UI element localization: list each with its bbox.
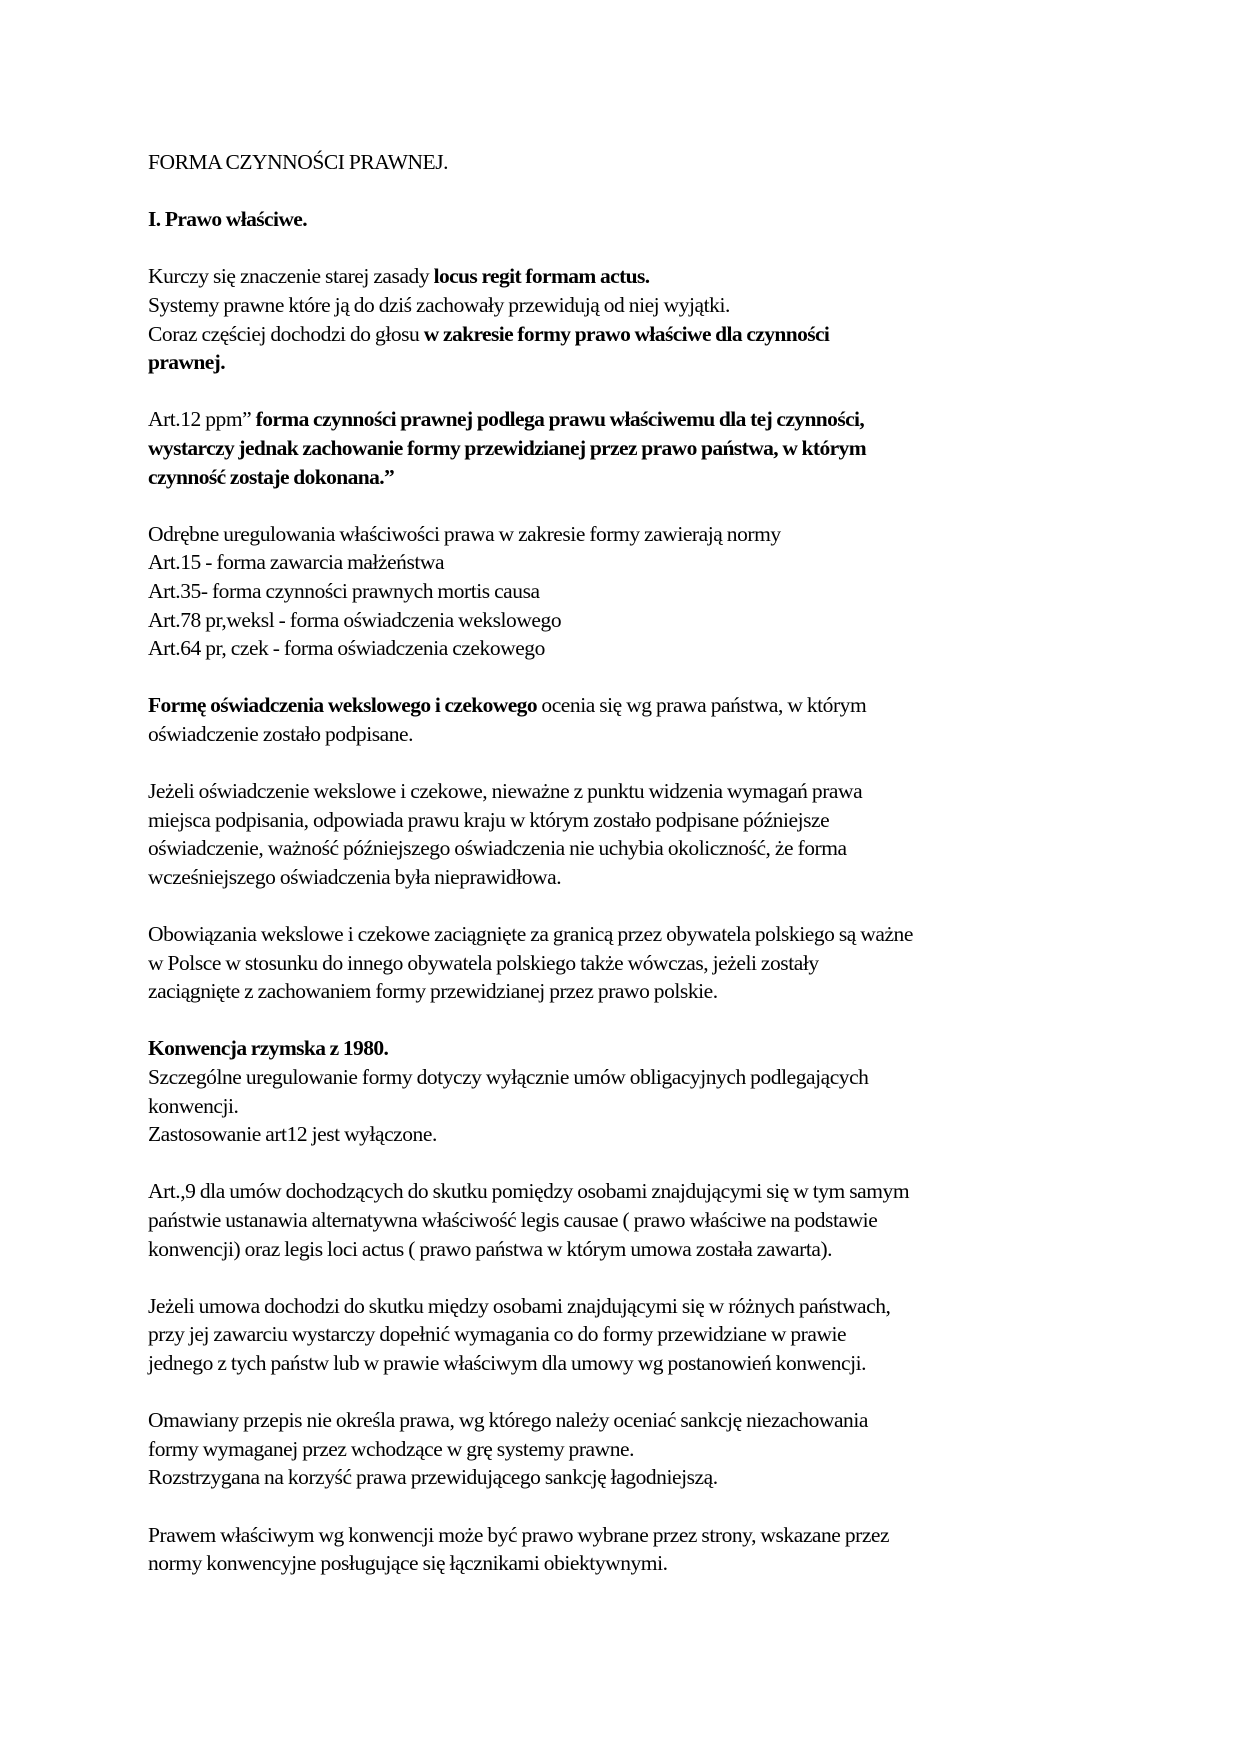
- section-heading: I. Prawo właściwe.: [148, 207, 307, 232]
- paragraph-line: Szczególne uregulowanie formy dotyczy wyłącznie umów obligacyjnych podlegających: [148, 1065, 869, 1089]
- text-bold: locus regit formam actus.: [433, 264, 650, 289]
- paragraph-different-states: [148, 1292, 1098, 1378]
- paragraph-line: wystarczy jednak zachowanie formy przewidzianej przez prawo państwa, w którym: [148, 435, 867, 460]
- spacer: [148, 1149, 1098, 1178]
- paragraph-line: w Polsce w stosunku do innego obywatela polskiego także wówczas, jeżeli zostały: [148, 950, 819, 975]
- spacer: [148, 1492, 1098, 1521]
- paragraph-line: [148, 405, 1098, 434]
- spacer: [148, 663, 1098, 692]
- spacer: [148, 1263, 1098, 1292]
- paragraph-line: Jeżeli umowa dochodzi do skutku między osobami znajdującymi się w różnych państwach,: [148, 1293, 891, 1318]
- spacer: [148, 177, 1098, 206]
- paragraph-line: Omawiany przepis nie określa prawa, wg którego należy oceniać sankcję niezachowania: [148, 1408, 868, 1433]
- list-item: Art.15 - forma zawarcia małżeństwa: [148, 550, 445, 575]
- paragraph-line: zaciągnięte z zachowaniem formy przewidzianej przez prawo polskie.: [148, 979, 718, 1004]
- paragraph-applicable-law: [148, 1521, 1098, 1578]
- document-page: [148, 148, 1098, 1578]
- document-title: FORMA CZYNNOŚCI PRAWNEJ.: [148, 150, 449, 174]
- list-item: Art.64 pr, czek - forma oświadczenia czekowego: [148, 636, 545, 661]
- text-normal: ocenia się wg prawa państwa, w którym: [536, 693, 867, 718]
- spacer: [148, 377, 1098, 406]
- paragraph-line: prawnej.: [148, 350, 226, 375]
- paragraph-line: konwencji.: [148, 1093, 239, 1118]
- text-bold: forma czynności prawnej podlega prawu właściwemu dla tej czynności,: [255, 407, 865, 432]
- paragraph-invalid-declaration: [148, 777, 1098, 891]
- spacer: [148, 1006, 1098, 1035]
- paragraph-line: oświadczenie zostało podpisane.: [148, 721, 414, 746]
- paragraph-line: Prawem właściwym wg konwencji może być prawo wybrane przez strony, wskazane przez: [148, 1522, 890, 1547]
- text-bold: w zakresie formy prawo właściwe dla czynności: [423, 321, 830, 346]
- spacer: [148, 234, 1098, 263]
- paragraph-obligations-abroad: [148, 920, 1098, 1006]
- subheading: Konwencja rzymska z 1980.: [148, 1036, 389, 1061]
- paragraph-line: wcześniejszego oświadczenia była nieprawidłowa.: [148, 864, 562, 889]
- paragraph-line: Zastosowanie art12 jest wyłączone.: [148, 1122, 437, 1147]
- paragraph-line: państwie ustanawia alternatywna właściwość legis causae ( prawo właściwe na podstawie: [148, 1207, 878, 1232]
- paragraph-line: [148, 262, 1098, 291]
- paragraph-line: Jeżeli oświadczenie wekslowe i czekowe, nieważne z punktu widzenia wymagań prawa: [148, 779, 863, 804]
- paragraph-line: [148, 320, 1098, 349]
- paragraph-line: przy jej zawarciu wystarczy dopełnić wymagania co do formy przewidziane w prawie: [148, 1322, 847, 1347]
- spacer: [148, 1378, 1098, 1407]
- paragraph-line: konwencji) oraz legis loci actus ( prawo państwa w którym umowa została zawarta).: [148, 1236, 833, 1261]
- text-normal: Art.12 ppm”: [148, 407, 256, 432]
- paragraph-locus-regit: [148, 262, 1098, 376]
- paragraph-art9: [148, 1177, 1098, 1263]
- paragraph-line: oświadczenie, ważność późniejszego oświadczenia nie uchybia okoliczność, że forma: [148, 836, 847, 861]
- paragraph-bill-cheque-form: [148, 691, 1098, 748]
- spacer: [148, 748, 1098, 777]
- paragraph-line: normy konwencyjne posługujące się łącznikami obiektywnymi.: [148, 1551, 668, 1576]
- text-normal: Coraz częściej dochodzi do głosu: [148, 321, 424, 346]
- paragraph-rome-convention: [148, 1034, 1098, 1148]
- paragraph-line: Art.,9 dla umów dochodzących do skutku pomiędzy osobami znajdującymi się w tym samym: [148, 1179, 910, 1204]
- list-item: Art.35- forma czynności prawnych mortis causa: [148, 578, 540, 603]
- paragraph-art12: [148, 405, 1098, 491]
- list-item: Art.78 pr,weksl - forma oświadczenia wekslowego: [148, 607, 562, 632]
- spacer: [148, 491, 1098, 520]
- paragraph-separate-regulations: [148, 520, 1098, 663]
- paragraph-line: czynność zostaje dokonana.”: [148, 464, 395, 489]
- paragraph-line: Rozstrzygana na korzyść prawa przewidującego sankcję łagodniejszą.: [148, 1465, 718, 1490]
- paragraph-sanction: [148, 1406, 1098, 1492]
- paragraph-line: Obowiązania wekslowe i czekowe zaciągnięte za granicą przez obywatela polskiego są ważne: [148, 922, 913, 947]
- text-bold: Formę oświadczenia wekslowego i czekowego: [148, 693, 537, 718]
- paragraph-line: Odrębne uregulowania właściwości prawa w zakresie formy zawierają normy: [148, 521, 781, 546]
- paragraph-line: [148, 691, 1098, 720]
- text-normal: Kurczy się znaczenie starej zasady: [148, 264, 434, 289]
- paragraph-line: formy wymaganej przez wchodzące w grę systemy prawne.: [148, 1436, 635, 1461]
- paragraph-line: Systemy prawne które ją do dziś zachowały przewidują od niej wyjątki.: [148, 292, 730, 317]
- spacer: [148, 891, 1098, 920]
- paragraph-line: miejsca podpisania, odpowiada prawu kraju w którym zostało podpisane późniejsze: [148, 807, 830, 832]
- paragraph-line: jednego z tych państw lub w prawie właściwym dla umowy wg postanowień konwencji.: [148, 1350, 867, 1375]
